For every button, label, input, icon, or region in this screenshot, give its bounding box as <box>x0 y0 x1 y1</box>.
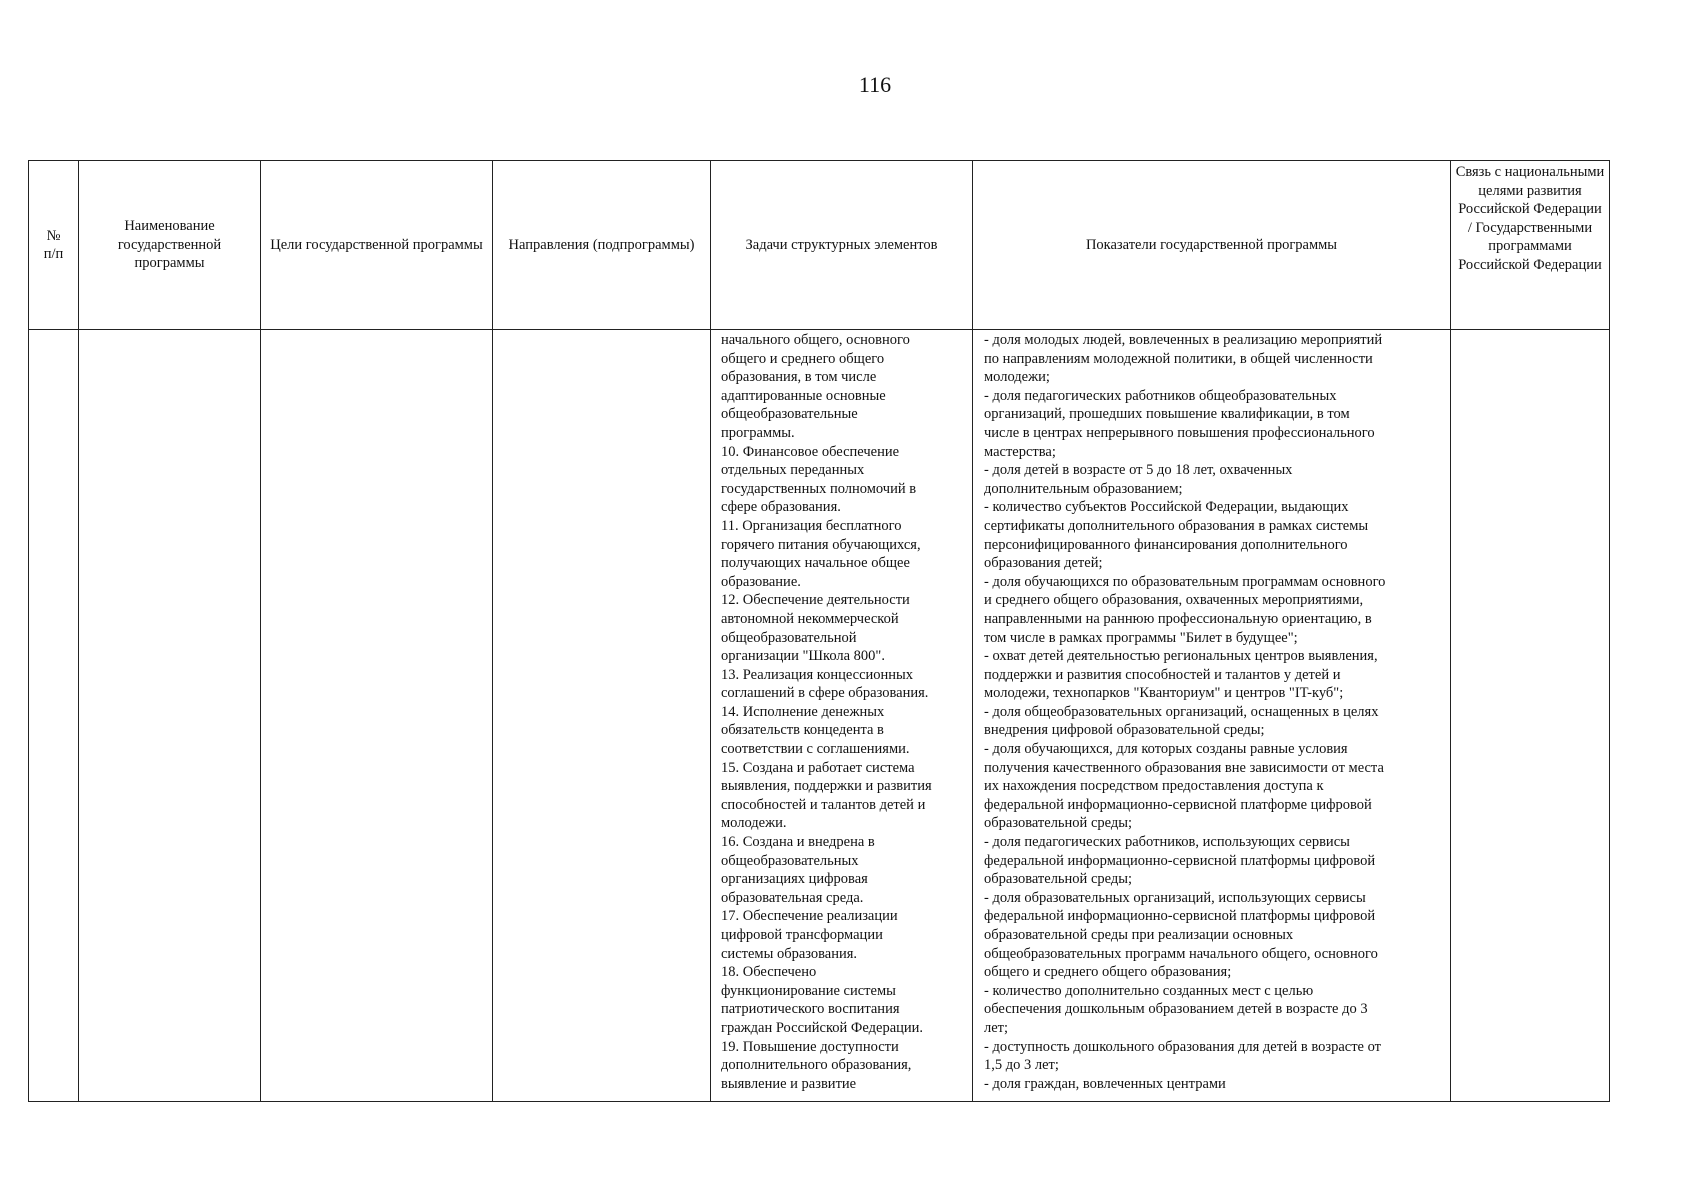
cell-num <box>29 330 79 1102</box>
cell-directions <box>493 330 711 1102</box>
cell-tasks: начального общего, основного общего и среднего общего образования, в том числе адаптированные основные общеобразовательные программы. 10. Финансовое обеспечение отдельных переданных государственных полномочий в сфере образования. 11. Организация бесплатного горячего питания обучающихся, получающих начальное общее образование. 12. Обеспечение деятельности автономной некоммерческой общеобразовательной организации "Школа 800". 13. Реализация концессионных соглашений в сфере образования. 14. Исполнение денежных обязательств концедента в соответствии с соглашениями. 15. Создана и работает система выявления, поддержки и развития способностей и талантов детей и молодежи. 16. Создана и внедрена в общеобразовательных организациях цифровая образовательная среда. 17. Обеспечение реализации цифровой трансформации системы образования. 18. Обеспечено функционирование системы патриотического воспитания граждан Российской Федерации. 19. Повышение доступности дополнительного образования, выявление и развитие <box>711 330 973 1102</box>
header-goals: Цели государственной программы <box>261 161 493 330</box>
header-row <box>29 161 1610 330</box>
program-table <box>28 160 1610 1102</box>
page-number: 116 <box>858 72 892 97</box>
cell-program-name <box>79 330 261 1102</box>
cell-connection <box>1451 330 1610 1102</box>
header-directions: Направления (подпрограммы) <box>493 161 711 330</box>
cell-indicators: - доля молодых людей, вовлеченных в реализацию мероприятий по направлениям молодежной политики, в общей численности молодежи; - доля педагогических работников общеобразовательных организаций, прошедших повышение квалификации, в том числе в центрах непрерывного повышения профессионального мастерства; - доля детей в возрасте от 5 до 18 лет, охваченных дополнительным образованием; - количество субъектов Российской Федерации, выдающих сертификаты дополнительного образования в рамках системы персонифицированного финансирования дополнительного образования детей; - доля обучающихся по образовательным программам основного и среднего общего образования, охваченных мероприятиями, направленными на раннюю профессиональную ориентацию, в том числе в рамках программы "Билет в будущее"; - охват детей деятельностью региональных центров выявления, поддержки и развития способностей и талантов у детей и молодежи, технопарков "Кванториум" и центров "IT-куб"; - доля общеобразовательных организаций, оснащенных в целях внедрения цифровой образовательной среды; - доля обучающихся, для которых созданы равные условия получения качественного образования вне зависимости от места их нахождения посредством предоставления доступа к федеральной информационно-сервисной платформе цифровой образовательной среды; - доля педагогических работников, использующих сервисы федеральной информационно-сервисной платформы цифровой образовательной среды; - доля образовательных организаций, использующих сервисы федеральной информационно-сервисной платформы цифровой образовательной среды при реализации основных общеобразовательных программ начального общего, основного общего и среднего общего образования; - количество дополнительно созданных мест с целью обеспечения дошкольным образованием детей в возрасте до 3 лет; - доступность дошкольного образования для детей в возрасте от 1,5 до 3 лет; - доля граждан, вовлеченных центрами <box>973 330 1451 1102</box>
header-connection: Связь с национальными целями развития Российской Федерации / Государственными программами Российской Федерации <box>1451 161 1610 330</box>
cell-goals <box>261 330 493 1102</box>
header-tasks: Задачи структурных элементов <box>711 161 973 330</box>
table-row <box>29 330 1610 1102</box>
header-program-name: Наименование государственной программы <box>79 161 261 330</box>
header-indicators: Показатели государственной программы <box>973 161 1451 330</box>
header-num: № п/п <box>29 161 79 330</box>
